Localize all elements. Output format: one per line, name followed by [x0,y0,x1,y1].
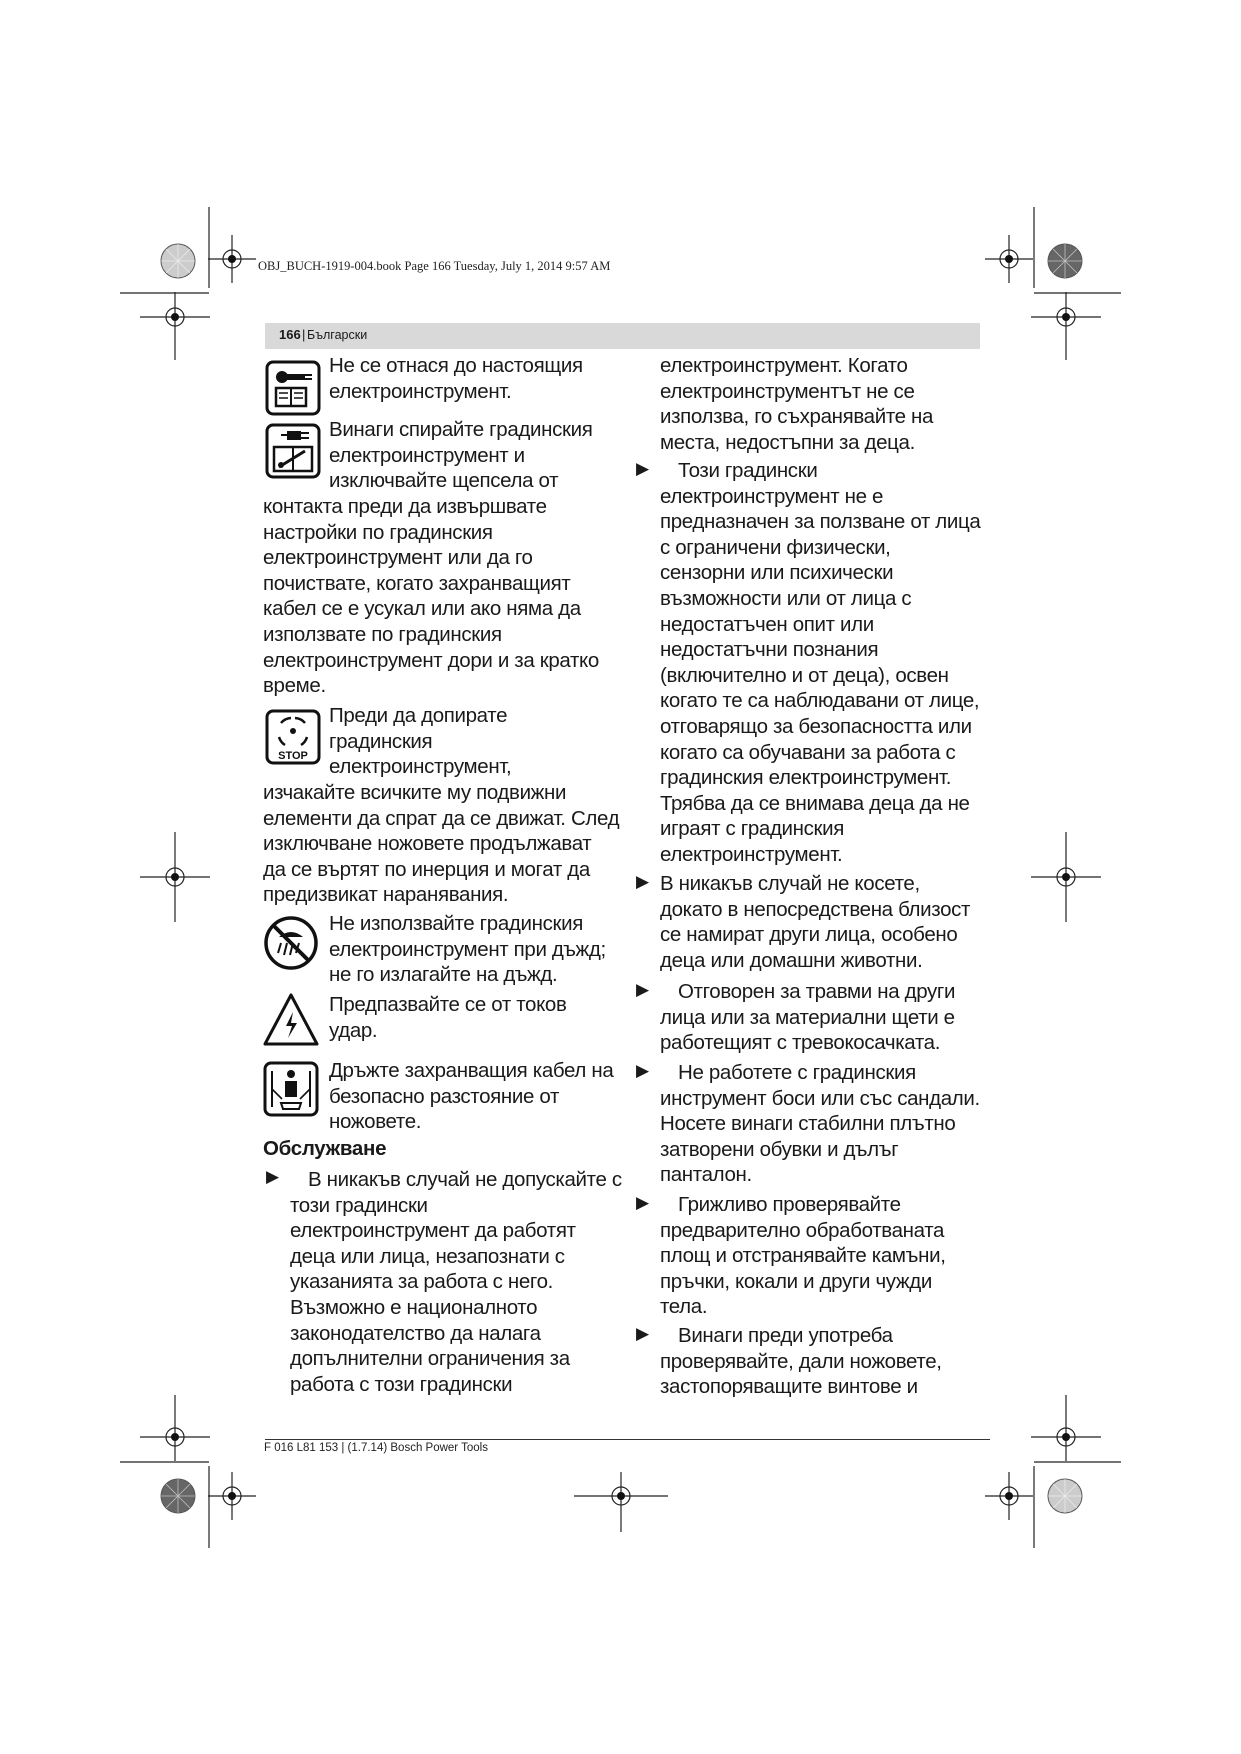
footer-rule [265,1439,990,1440]
right-bullet-3: Отговорен за травми на други лица или за материални щети е работещият с тревокосачката. [660,980,956,1055]
stop-rotating-blades-icon [265,709,321,765]
warning-text-2-full: контакта преди да извършвате настройки по градинския електроинструмент или да го почиствате, когато захранващият кабел се е усукал или ако няма да използвате по градинския електроинструмент дори и за кратко време. [263,495,599,698]
keep-cable-away-icon [263,1061,319,1117]
unplug-before-adjusting-icon [265,423,321,479]
stop-label: STOP [278,750,308,762]
bullet-marker: ▶ [636,1061,650,1080]
section-title-maintenance: Обслужване [263,1137,387,1160]
warning-text-4: Не използвайте градинския електроинструмент при дъжд; не го излагайте на дъжд. [329,912,606,987]
right-bullet-2: В никакъв случай не косете, докато в непосредствена близост се намират други лица, особено деца или домашни животни. [660,872,971,972]
header-separator: | [302,327,306,342]
bullet-marker: ▶ [636,1324,650,1343]
book-slug: OBJ_BUCH-1919-004.book Page 166 Tuesday, July 1, 2014 9:57 AM [258,259,611,273]
warning-text-5: Предпазвайте се от токов удар. [329,993,567,1042]
warning-text-6: Дръжте захранващия кабел на безопасно разстояние от ножовете. [329,1059,614,1134]
bullet-marker: ▶ [636,1193,650,1212]
warning-text-2-side: Винаги спирайте градинския електроинструмент и изключвайте щепсела от [329,418,593,493]
warning-text-3-full: изчакайте всичките му подвижни елементи да спрат да се движат. След изключване ножовете продължават да се въртят по инерция и могат да предизвикат наранявания. [263,781,620,907]
plug-manual-icon [265,360,321,416]
electric-shock-warning-icon [263,992,319,1048]
header-language: Български [307,328,368,342]
header-bar [265,323,980,349]
no-rain-icon [263,915,319,971]
maintenance-bullet-1: В никакъв случай не допускайте с този градински електроинструмент да работят деца или лица, незапознати с указанията за работа с него. Възможно е националното законодателство да налага допълнителни ограничения за работа с този градински [290,1168,622,1396]
bullet-marker: ▶ [636,459,650,478]
warning-text-1: Не се отнася до настоящия електроинструмент. [329,354,583,403]
footer-text: F 016 L81 153 | (1.7.14) Bosch Power Tools [264,1442,488,1454]
right-bullet-6: Винаги преди употреба проверявайте, дали ножовете, застопоряващите винтове и [660,1324,942,1399]
warning-text-3-side: Преди да допирате градинския електроинструмент, [329,704,512,779]
right-bullet-4: Не работете с градинския инструмент боси или със сандали. Носете винаги стабилни плътно затворени обувки и дълъг панталон. [660,1061,980,1187]
right-bullet-5: Грижливо проверявайте предварително обработваната площ и отстранявайте камъни, пръчки, кокали и други чужди тела. [660,1193,946,1319]
continuation-text: електроинструмент. Когато електроинструментът не се използва, го съхранявайте на места, недостъпни за деца. [660,354,934,454]
bullet-marker: ▶ [266,1167,280,1186]
bullet-marker: ▶ [636,872,650,891]
right-bullet-1: Този градински електроинструмент не е предназначен за ползване от лица с ограничени физически, сензорни или психически възможности или от лица с недостатъчен опит или недостатъчни познания (включително и от деца), освен когато те са наблюдавани от лице, отговарящо за безопасността или когато са обучавани за работа с градинския електроинструмент. Трябва да се внимава деца да не играят с градинския електроинструмент. [660,459,981,866]
bullet-marker: ▶ [636,980,650,999]
page-number: 166 [279,327,301,342]
